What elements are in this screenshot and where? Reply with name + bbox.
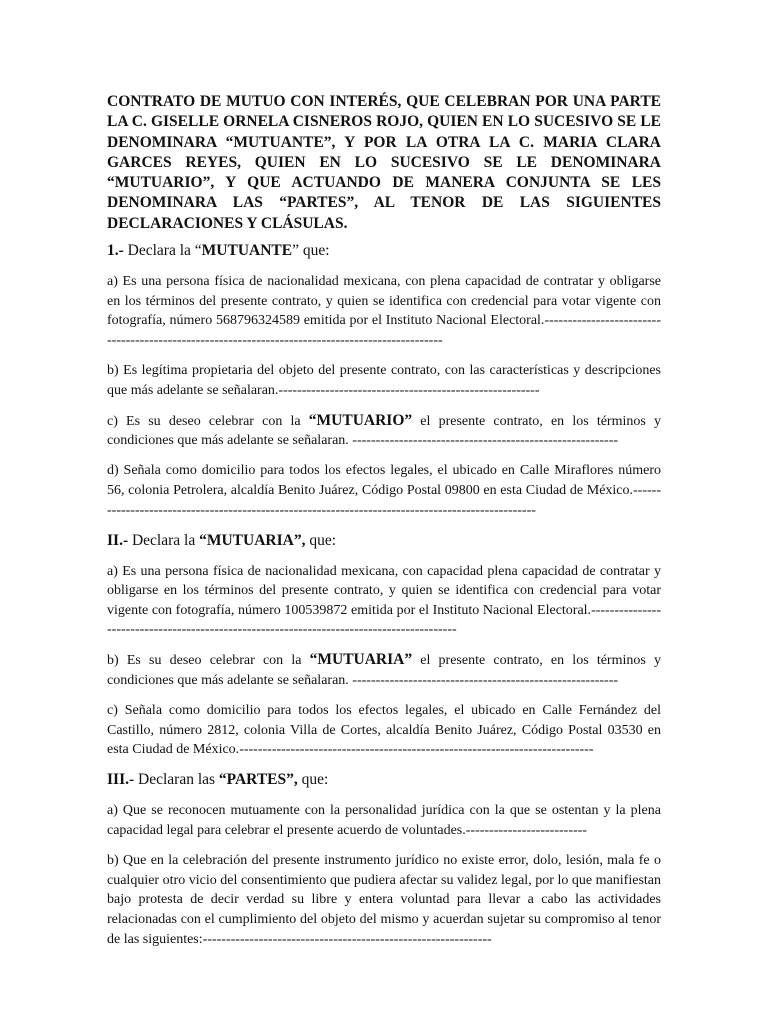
- clause-paragraph: a) Es una persona física de nacionalidad mexicana, con capacidad plena capacidad de contratar y obligarse en los términos del presente contrato, y quien se identifica con credencial para votar vigente con fotografía, número 100539872 emitida por el Instituto Nacional Electoral.------------------------------------------------------------------------------------------: [107, 563, 661, 638]
- clause-paragraph: a) Que se reconocen mutuamente con la personalidad jurídica con la que se ostentan y la plena capacidad legal para celebrar el presente acuerdo de voluntades.--------------------------: [107, 803, 661, 839]
- clause-paragraph: d) Señala como domicilio para todos los efectos legales, el ubicado en Calle Miraflores número 56, colonia Petrolera, alcaldía Benito Juárez, Código Postal 09800 en esta Ciudad de México.--------------------------------------------------------------------------------------------------: [107, 463, 661, 518]
- clause-paragraph: b) Es legítima propietaria del objeto del presente contrato, con las características y descripciones que más adelante se señalaran.--------------------------------------------------------: [107, 362, 661, 398]
- contract-title: CONTRATO DE MUTUO CON INTERÉS, QUE CELEBRAN POR UNA PARTE LA C. GISELLE ORNELA CISNEROS ROJO, QUIEN EN LO SUCESIVO SE LE DENOMINARA “MUTUANTE”, Y POR LA OTRA LA C. MARIA CLARA GARCES REYES, QUIEN EN LO SUCESIVO SE LE DENOMINARA “MUTUARIO”, Y QUE ACTUANDO DE MANERA CONJUNTA SE LES DENOMINARA LAS “PARTES”, AL TENOR DE LAS SIGUIENTES DECLARACIONES Y CLÁSULAS.: [107, 93, 661, 232]
- section-heading: II.- Declara la “MUTUARIA”, que:: [107, 531, 337, 549]
- section-partes: [107, 770, 661, 949]
- contract-page: [107, 92, 661, 960]
- section-mutuaria: [107, 531, 661, 760]
- section-heading: III.- Declaran las “PARTES”, que:: [107, 771, 329, 789]
- clause-paragraph: c) Es su deseo celebrar con la “MUTUARIO” el presente contrato, en los términos y condiciones que más adelante se señalaran. ---------------------------------------------------------: [107, 411, 661, 449]
- clause-paragraph: c) Señala como domicilio para todos los efectos legales, el ubicado en Calle Fernández del Castillo, número 2812, colonia Villa de Cortes, alcaldía Benito Juárez, Código Postal 03530 en esta Ciudad de México.----------------------------------------------------------------------------: [107, 703, 661, 758]
- section-mutuante: [107, 241, 661, 520]
- clause-paragraph: a) Es una persona física de nacionalidad mexicana, con plena capacidad de contratar y obligarse en los términos del presente contrato, y quien se identifica con credencial para votar vigente con fotografía, número 568796324589 emitida por el Instituto Nacional Electoral.-------------------------------------------------------------------------------------------------: [107, 274, 661, 348]
- clause-paragraph: b) Que en la celebración del presente instrumento jurídico no existe error, dolo, lesión, mala fe o cualquier otro vicio del consentimiento que pudiera afectar su validez legal, por lo que manifiestan bajo protesta de decir verdad su libre y entera voluntad para llevar a cabo las actividades relacionadas con el cumplimiento del objeto del mismo y acuerdan sujetar su compromiso al tenor de las siguientes:--------------------------------------------------------------: [107, 853, 661, 947]
- clause-paragraph: b) Es su deseo celebrar con la “MUTUARIA” el presente contrato, en los términos y condiciones que más adelante se señalaran. ---------------------------------------------------------: [107, 651, 661, 689]
- section-heading: 1.- Declara la “MUTUANTE” que:: [107, 242, 330, 260]
